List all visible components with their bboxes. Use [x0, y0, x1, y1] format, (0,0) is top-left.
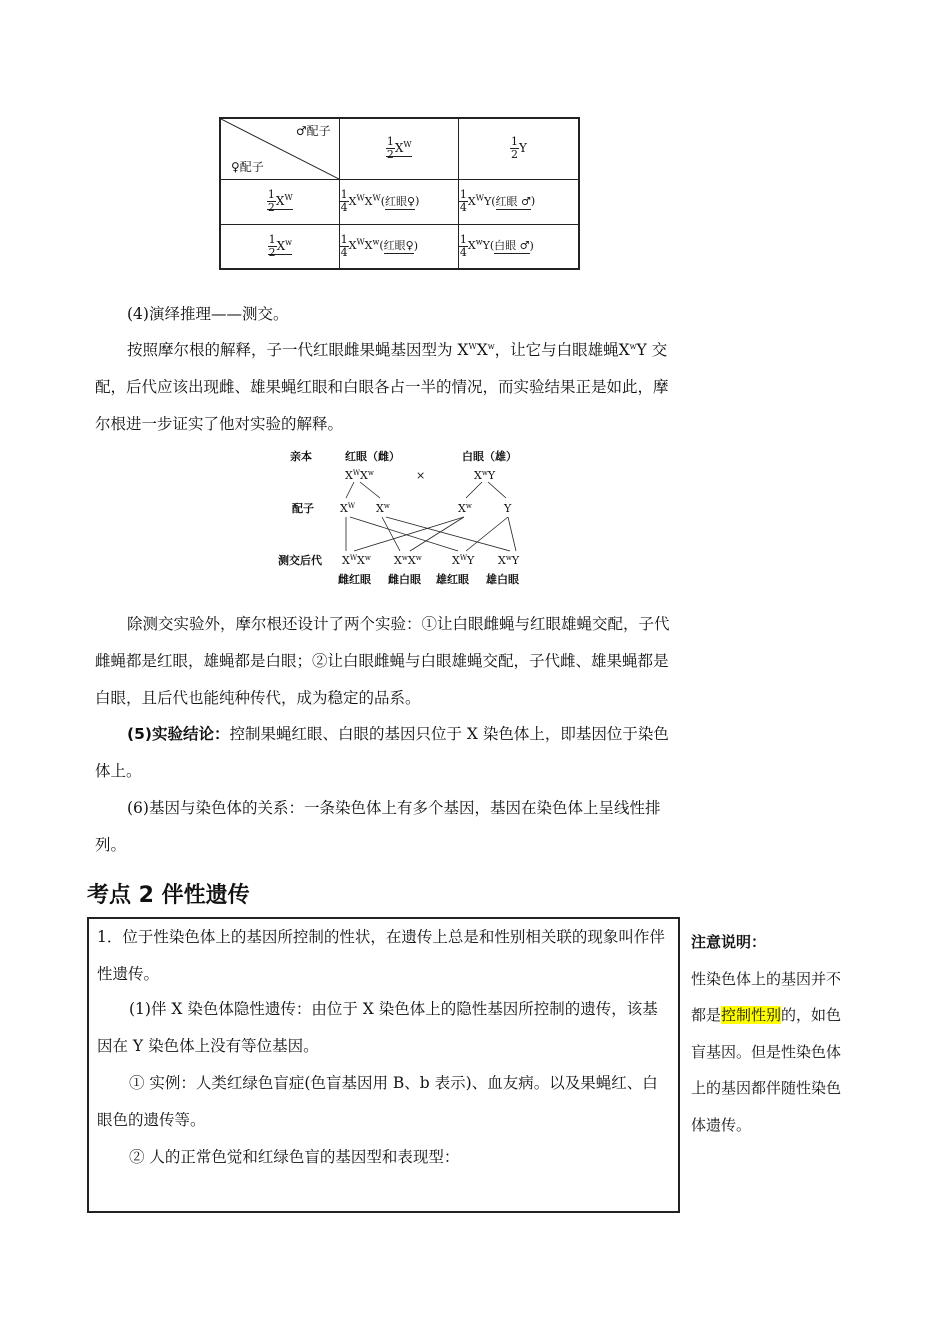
- offspring-3: $X^WY$: [452, 554, 475, 567]
- row-header-xw-lower: $\frac{1}{2}$ $X^w$: [220, 224, 339, 269]
- phenotype-2: 雌白眼: [388, 573, 421, 586]
- box-paragraph-4: ② 人的正常色觉和红绿色盲的基因型和表现型：: [129, 1148, 460, 1166]
- gamete-label: 配子: [292, 502, 314, 515]
- note-highlight: 控制性别: [721, 1006, 782, 1024]
- female-genotype: $X^WX^w$: [345, 469, 374, 482]
- section5-paragraph: (5)实验结论：控制果蝇红眼、白眼的基因只位于 X 染色体上，即基因位于染色体上。: [95, 725, 669, 780]
- section4-paragraph: 按照摩尔根的解释，子一代红眼雌果蝇基因型为 $X^WX^w$，让它与白眼雄蝇$X^wY$ 交配，后代应该出现雌、雄果蝇红眼和白眼各占一半的情况，而实验结果正是如此，摩尔根进一步证实了他对实验的解释。: [95, 341, 669, 433]
- phenotype-1: 雌红眼: [338, 573, 371, 586]
- header-cell-y-male: $\frac{1}{2}$ Y: [458, 118, 579, 179]
- offspring-2: $X^wX^w$: [394, 554, 422, 567]
- gamete-y: Y: [504, 502, 512, 515]
- female-parent-label: 红眼（雌）: [345, 450, 400, 463]
- note-body: 性染色体上的基因并不都是控制性别的，如色盲基因。但是性染色体上的基因都伴随性染色体遗传。: [691, 969, 842, 1134]
- gamete-xw-male: $X^w$: [458, 502, 472, 515]
- cell-xwy-white: $\frac{1}{4}$ $X^wY$(白眼 ♂): [458, 224, 579, 269]
- offspring-1: $X^WX^w$: [342, 554, 371, 567]
- side-note: [691, 924, 851, 1143]
- gamete-xw-female: $X^W$: [340, 502, 356, 515]
- test-cross-diagram: [270, 445, 540, 590]
- phenotype-4: 雄白眼: [486, 573, 519, 586]
- cell-xwxw: $\frac{1}{4}$ $X^WX^W$(红眼♀): [339, 179, 458, 224]
- female-gamete-label: ♀配子: [231, 159, 264, 174]
- section-heading: 考点 2 伴性遗传: [87, 883, 250, 908]
- content-box: [87, 917, 680, 1213]
- row-header-xw-female: $\frac{1}{2}$ $X^W$: [220, 179, 339, 224]
- box-paragraph-1: 1．位于性染色体上的基因所控制的性状，在遗传上总是和性别相关联的现象叫作伴性遗传。: [97, 928, 665, 983]
- cell-xwy: $\frac{1}{4}$ $X^WY$(红眼 ♂): [458, 179, 579, 224]
- offspring-4: $X^wY$: [498, 554, 520, 567]
- box-paragraph-2: (1)伴 X 染色体隐性遗传：由位于 X 染色体上的隐性基因所控制的遗传，该基因在 Y 染色体上没有等位基因。: [97, 1000, 658, 1055]
- male-gamete-label: ♂配子: [295, 124, 331, 138]
- offspring-label: 测交后代: [278, 554, 322, 567]
- table-corner-cell: [220, 118, 339, 179]
- cross-sign: ×: [416, 469, 426, 482]
- phenotype-3: 雄红眼: [436, 573, 469, 586]
- extra-experiments-paragraph: 除测交实验外，摩尔根还设计了两个实验：①让白眼雌蝇与红眼雄蝇交配，子代雌蝇都是红眼，雄蝇都是白眼；②让白眼雌蝇与白眼雄蝇交配，子代雌、雄果蝇都是白眼，且后代也能纯种传代，成为稳定的品系。: [95, 615, 670, 707]
- punnett-table: [219, 117, 580, 270]
- box-paragraph-3: ① 实例：人类红绿色盲症(色盲基因用 B、b 表示)、血友病。以及果蝇红、白眼色的遗传等。: [97, 1074, 658, 1129]
- gamete-arrows: [346, 482, 506, 498]
- offspring-arrows: [346, 517, 516, 551]
- header-cell-xw-male: $\frac{1}{2}$ $X^W$: [339, 118, 458, 179]
- parent-label: 亲本: [290, 450, 312, 463]
- note-title: 注意说明：: [691, 933, 767, 951]
- male-genotype: $X^wY$: [474, 469, 496, 482]
- gamete-xw-lower: $X^w$: [376, 502, 390, 515]
- section6-paragraph: (6)基因与染色体的关系：一条染色体上有多个基因，基因在染色体上呈线性排列。: [95, 799, 661, 854]
- male-parent-label: 白眼（雄）: [462, 450, 517, 463]
- section4-title: (4)演绎推理——测交。: [127, 305, 289, 323]
- cell-xwxw-het: $\frac{1}{4}$ $X^WX^w$(红眼♀): [339, 224, 458, 269]
